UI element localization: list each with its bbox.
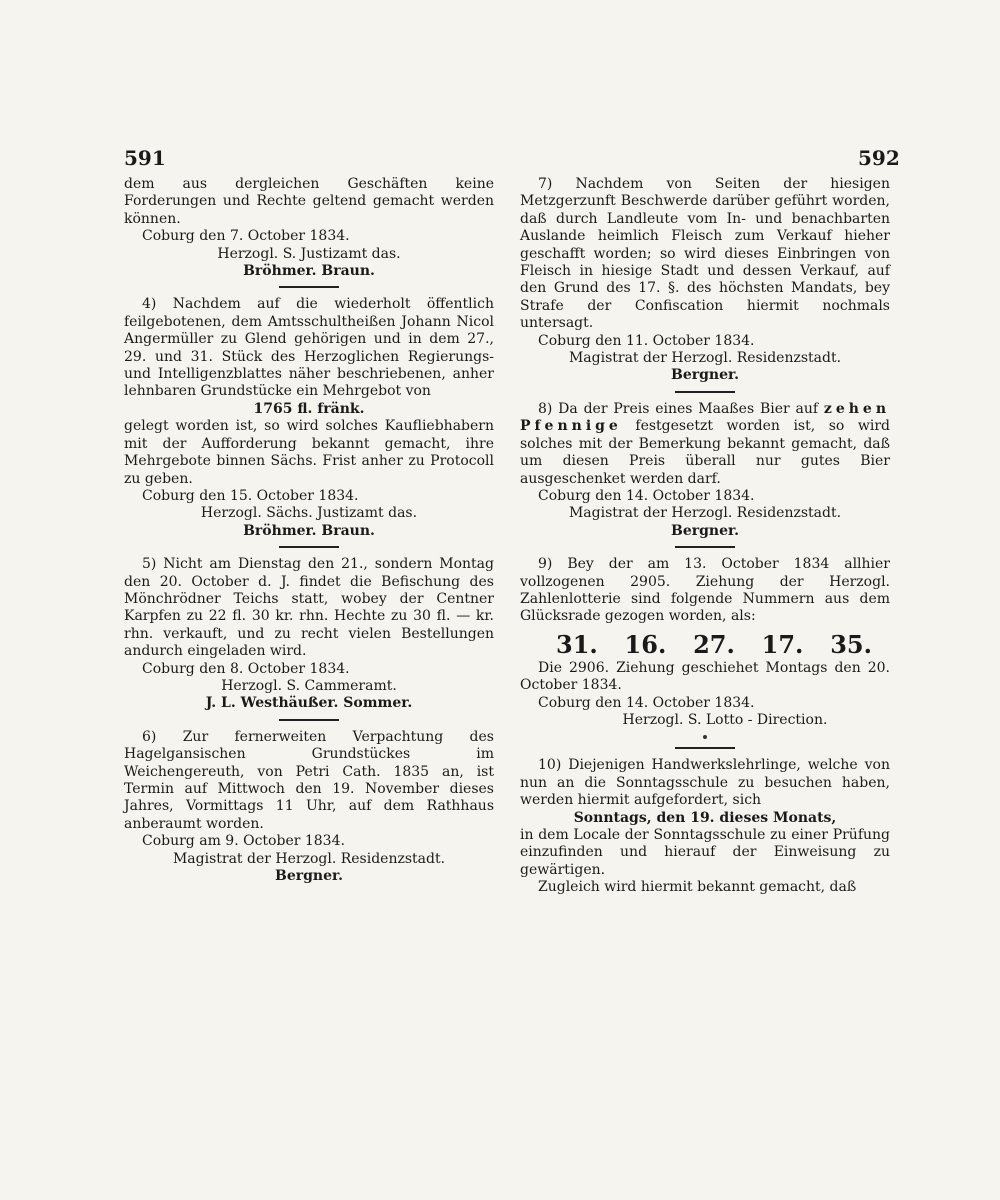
notice-10-text: 10) Diejenigen Handwerkslehrlinge, welche von nun an die Sonntagsschule zu besuchen haben, werden hiermit aufgefordert, sich bbox=[520, 757, 890, 809]
notice-10-text-2: in dem Locale der Sonntagsschule zu einer Prüfung einzufinden und hierauf der Einweisung zu gewärtigen. bbox=[520, 827, 890, 878]
notice-8-prefix: 8) Da der Preis eines Maaßes Bier auf bbox=[538, 400, 819, 417]
notice-3-office: Herzogl. S. Justizamt das. bbox=[217, 245, 401, 262]
notice-6-signatures: Bergner. bbox=[275, 868, 343, 885]
separator-rule bbox=[279, 719, 339, 721]
notice-5-text: 5) Nicht am Dienstag den 21., sondern Montag den 20. October d. J. findet die Befischung des Mönchrödner Teichs statt, wobey der Centner Karpfen zu 22 fl. 30 kr. rhn. Hechte zu 30 fl. — kr. rhn. verkauft, und zu recht vielen Bestellungen andurch eingeladen wird. bbox=[124, 556, 494, 660]
notice-7-office: Magistrat der Herzogl. Residenzstadt. bbox=[568, 350, 842, 367]
separator-rule bbox=[675, 747, 735, 749]
lottery-number: 31. bbox=[556, 629, 598, 659]
notice-5-place-date: Coburg den 8. October 1834. bbox=[142, 660, 350, 677]
notice-5-office: Herzogl. S. Cammeramt. bbox=[221, 677, 397, 694]
notice-6-place-date: Coburg am 9. October 1834. bbox=[142, 833, 345, 850]
page-number-left: 591 bbox=[124, 146, 166, 170]
lottery-number: 17. bbox=[761, 629, 804, 659]
notice-10-date: Sonntags, den 19. dieses Monats, bbox=[573, 809, 837, 826]
notice-8-office: Magistrat der Herzogl. Residenzstadt. bbox=[568, 505, 842, 522]
notice-9-text: 9) Bey der am 13. October 1834 allhier vollzogenen 2905. Ziehung der Herzogl. Zahlenlotterie sind folgende Nummern aus dem Glücksrade gezogen worden, als: bbox=[520, 556, 890, 625]
notice-3-text: dem aus dergleichen Geschäften keine Forderungen und Rechte geltend gemacht werden können. bbox=[124, 176, 494, 227]
notice-10-text-3: Zugleich wird hiermit bekannt gemacht, daß bbox=[538, 879, 857, 896]
notice-3-signatures: Bröhmer. Braun. bbox=[243, 263, 375, 280]
notice-8-signatures: Bergner. bbox=[671, 522, 739, 539]
notice-5-signatures: J. L. Westhäußer. Sommer. bbox=[205, 695, 413, 712]
left-column bbox=[124, 176, 494, 885]
lottery-numbers bbox=[520, 626, 890, 660]
separator-rule bbox=[279, 546, 339, 548]
separator-rule bbox=[675, 391, 735, 393]
notice-4-amount: 1765 fl. fränk. bbox=[253, 400, 365, 417]
separator-rule bbox=[279, 286, 339, 288]
notice-7-signatures: Bergner. bbox=[671, 367, 739, 384]
notice-9-office: Herzogl. S. Lotto - Direction. bbox=[622, 711, 828, 728]
notice-6-text: 6) Zur fernerweiten Verpachtung des Hagelgansischen Grundstückes im Weichengereuth, von Petri Cath. 1835 an, ist Termin auf Mittwoch den 19. November dieses Jahres, Vormittags 11 Uhr, auf dem Rathhaus anberaumt worden. bbox=[124, 728, 494, 832]
notice-9-place-date: Coburg den 14. October 1834. bbox=[538, 694, 755, 711]
right-column bbox=[520, 176, 890, 897]
notice-4-text: 4) Nachdem auf die wiederholt öffentlich feilgebotenen, dem Amtsschultheißen Johann Nicol Angermüller zu Glend gehörigen und in dem 27., 29. und 31. Stück des Herzoglichen Regierungs- und Intelligenzblattes näher beschriebenen, anher lehnbaren Grundstücke ein Mehrgebot von bbox=[124, 296, 494, 400]
notice-4-signatures: Bröhmer. Braun. bbox=[243, 522, 375, 539]
page-number-right: 592 bbox=[858, 146, 900, 170]
separator-dot bbox=[703, 735, 707, 739]
notice-8-text bbox=[520, 401, 890, 488]
notice-8-body: festgesetzt worden ist, so wird solches mit der Bemerkung bekannt gemacht, daß um diesen Preis überall nur gutes Bier ausgeschenket werden darf. bbox=[520, 418, 890, 487]
lottery-number: 16. bbox=[624, 629, 667, 659]
notice-6-office: Magistrat der Herzogl. Residenzstadt. bbox=[172, 850, 446, 867]
separator-rule bbox=[675, 546, 735, 548]
lottery-number: 27. bbox=[693, 629, 735, 659]
notice-9-next-draw: Die 2906. Ziehung geschiehet Montags den 20. October 1834. bbox=[520, 659, 890, 694]
notice-4-place-date: Coburg den 15. October 1834. bbox=[142, 487, 359, 504]
notice-4-office: Herzogl. Sächs. Justizamt das. bbox=[200, 505, 418, 522]
notice-8-place-date: Coburg den 14. October 1834. bbox=[538, 487, 755, 504]
lottery-number: 35. bbox=[830, 629, 872, 659]
notice-3-place-date: Coburg den 7. October 1834. bbox=[142, 228, 350, 245]
notice-8-spaced: zehen Pfennige bbox=[520, 400, 891, 435]
notice-4-text-2: gelegt worden ist, so wird solches Kaufliebhabern mit der Aufforderung bekannt gemacht, ihre Mehrgebote binnen Sächs. Frist anher zu Protocoll zu geben. bbox=[124, 418, 494, 487]
notice-7-text: 7) Nachdem von Seiten der hiesigen Metzgerzunft Beschwerde darüber geführt worden, daß durch Landleute vom In- und benachbarten Auslande heimlich Fleisch zum Verkauf hieher geschafft worden; so wird dieses Einbringen von Fleisch in hiesige Stadt und dessen Verkauf, auf den Grund des 17. §. des höchsten Mandats, bey Strafe der Confiscation hiermit nochmals untersagt. bbox=[520, 176, 890, 332]
notice-7-place-date: Coburg den 11. October 1834. bbox=[538, 332, 755, 349]
